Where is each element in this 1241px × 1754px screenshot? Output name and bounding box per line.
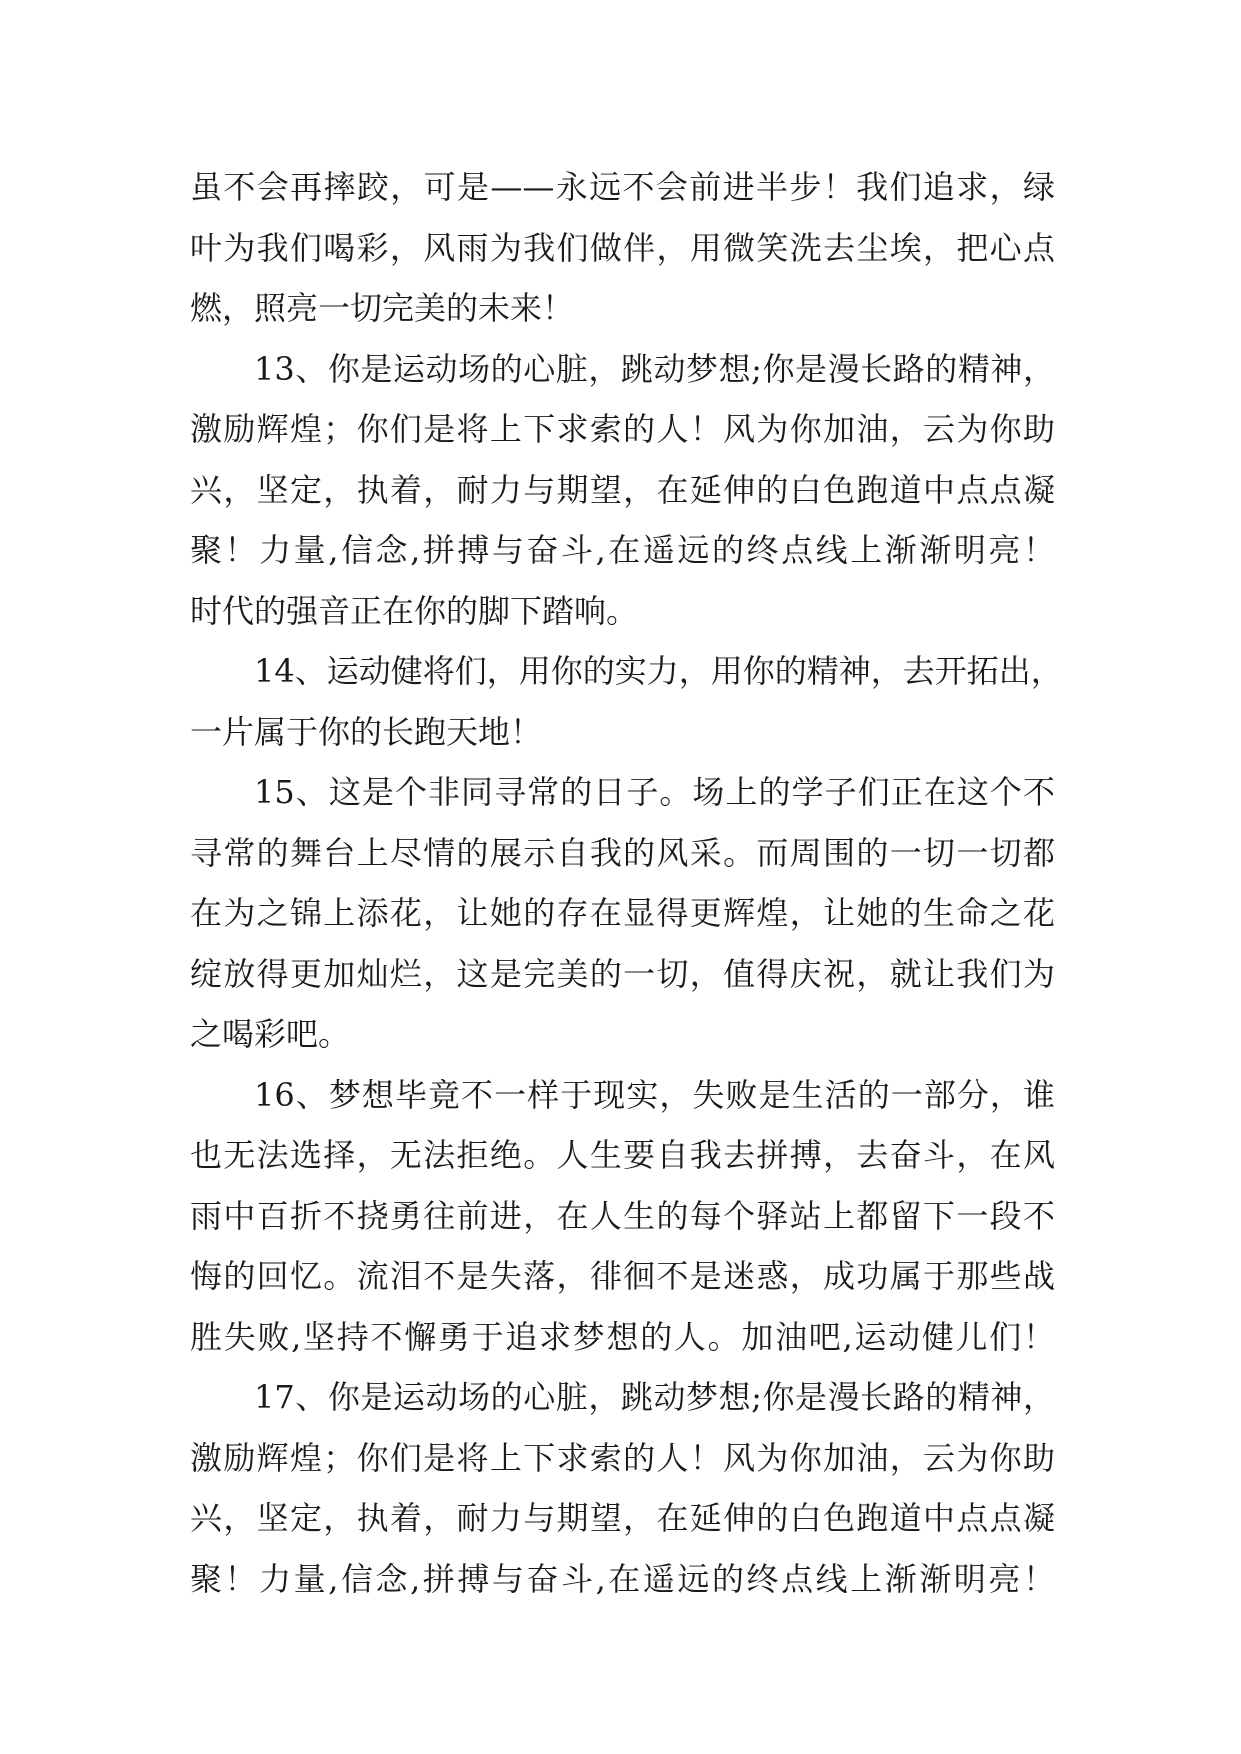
text-line: 在为之锦上添花，让她的存在显得更辉煌，让她的生命之花 (190, 894, 1055, 932)
paragraph (190, 339, 1055, 642)
text-line: 激励辉煌；你们是将上下求索的人！风为你加油，云为你助 (190, 1438, 1055, 1477)
text-line: 也无法选择，无法拒绝。人生要自我去拼搏，去奋斗，在风 (190, 1136, 1055, 1174)
paragraph (190, 1367, 1055, 1609)
text-line: 一片属于你的长跑天地！ (190, 712, 543, 751)
text-line: 燃，照亮一切完美的未来！ (190, 289, 575, 327)
text-line: 胜失败,坚持不懈勇于追求梦想的人。加油吧,运动健儿们！ (190, 1317, 1055, 1356)
paragraph (190, 641, 1063, 762)
text-line: 之喝彩吧。 (190, 1015, 351, 1053)
text-line: 15、这是个非同寻常的日子。场上的学子们正在这个不 (254, 773, 1055, 811)
paragraph (190, 1065, 1055, 1368)
text-line: 16、梦想毕竟不一样于现实，失败是生活的一部分，谁 (254, 1075, 1055, 1114)
text-line: 13、你是运动场的心脏，跳动梦想;你是漫长路的精神， (254, 349, 1055, 388)
text-line: 14、运动健将们，用你的实力，用你的精神，去开拓出， (254, 652, 1063, 690)
text-line: 绽放得更加灿烂，这是完美的一切，值得庆祝，就让我们为 (190, 954, 1055, 993)
paragraph (190, 157, 1055, 339)
text-line: 聚！力量,信念,拼搏与奋斗,在遥远的终点线上渐渐明亮！ (190, 531, 1055, 569)
text-line: 17、你是运动场的心脏，跳动梦想;你是漫长路的精神， (254, 1378, 1055, 1416)
text-line: 虽不会再摔跤，可是——永远不会前进半步！我们追求，绿 (190, 168, 1055, 206)
paragraph (190, 762, 1055, 1065)
text-line: 悔的回忆。流泪不是失落，徘徊不是迷惑，成功属于那些战 (190, 1257, 1055, 1295)
text-line: 激励辉煌；你们是将上下求索的人！风为你加油，云为你助 (190, 410, 1055, 448)
text-line: 叶为我们喝彩，风雨为我们做伴，用微笑洗去尘埃，把心点 (190, 228, 1055, 267)
text-line: 兴，坚定，执着，耐力与期望，在延伸的白色跑道中点点凝 (190, 1499, 1055, 1537)
text-line: 聚！力量,信念,拼搏与奋斗,在遥远的终点线上渐渐明亮！ (190, 1559, 1055, 1598)
text-line: 雨中百折不挠勇往前进，在人生的每个驿站上都留下一段不 (190, 1196, 1055, 1235)
text-line: 时代的强音正在你的脚下踏响。 (190, 591, 639, 630)
text-line: 兴，坚定，执着，耐力与期望，在延伸的白色跑道中点点凝 (190, 470, 1055, 509)
document-body (190, 157, 1063, 1609)
text-line: 寻常的舞台上尽情的展示自我的风采。而周围的一切一切都 (190, 833, 1055, 872)
